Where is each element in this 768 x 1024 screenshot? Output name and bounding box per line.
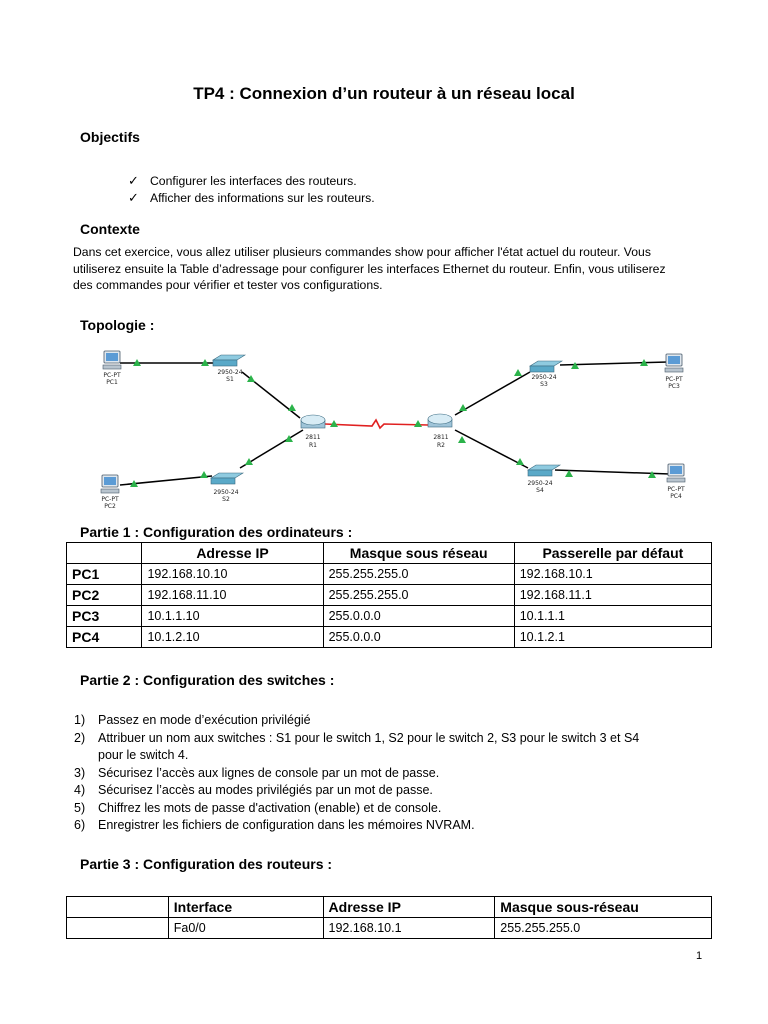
ip-cell: 10.1.1.10 xyxy=(142,606,323,627)
gateway-cell: 10.1.1.1 xyxy=(514,606,711,627)
device-name-label: PC4 xyxy=(670,493,682,500)
step-number: 3) xyxy=(74,765,86,780)
step-number: 5) xyxy=(74,800,86,815)
step-text: Enregistrer les fichiers de configuration dans les mémoires NVRAM. xyxy=(98,818,475,832)
device-type-label: PC-PT xyxy=(665,376,683,383)
table-header-row xyxy=(67,897,712,918)
objectives-list xyxy=(128,172,375,206)
list-item xyxy=(128,189,375,206)
device-model-label: 2811 xyxy=(433,434,449,441)
computer-screen xyxy=(668,356,680,364)
switch-icon xyxy=(213,355,245,360)
computer-base xyxy=(665,368,683,372)
router-config-table xyxy=(66,896,712,939)
device-name-label: S3 xyxy=(540,381,548,388)
computer-base xyxy=(667,478,685,482)
context-line: Dans cet exercice, vous allez utiliser plusieurs commandes show pour afficher l'état actuel du routeur. Vous xyxy=(73,245,651,259)
switch-steps-list xyxy=(74,712,724,835)
port-up-icon xyxy=(514,369,522,376)
mask-cell: 255.255.255.0 xyxy=(495,918,712,939)
device-name-label: R2 xyxy=(437,442,445,449)
page-title: TP4 : Connexion d’un routeur à un réseau local xyxy=(193,84,575,103)
switch-front xyxy=(530,366,554,372)
device-model-label: 2950-24 xyxy=(217,369,243,376)
checkmark-icon: ✓ xyxy=(128,172,139,188)
port-up-icon xyxy=(458,436,466,443)
step-text: Sécurisez l’accès aux lignes de console par un mot de passe. xyxy=(98,765,440,780)
link-r2-s4 xyxy=(455,430,528,468)
column-header: Adresse IP xyxy=(142,543,323,564)
switch-front xyxy=(211,478,235,484)
ip-cell: 192.168.10.10 xyxy=(142,564,323,585)
column-header: Masque sous réseau xyxy=(323,543,514,564)
ip-cell: 192.168.11.10 xyxy=(142,585,323,606)
gateway-cell: 192.168.10.1 xyxy=(514,564,711,585)
step-text: Chiffrez les mots de passe d'activation (enable) et de console. xyxy=(98,800,442,815)
column-header xyxy=(67,897,169,918)
step-number: 6) xyxy=(74,818,86,832)
list-item xyxy=(128,172,375,189)
context-line: utiliserez ensuite la Table d’adressage pour configurer les interfaces Ethernet du routeur. Enfin, vous utiliserez xyxy=(73,261,666,276)
device-model-label: 2950-24 xyxy=(213,489,239,496)
table-row xyxy=(67,564,712,585)
device-model-label: 2950-24 xyxy=(527,480,553,487)
port-up-icon xyxy=(200,471,208,478)
interface-cell: Fa0/0 xyxy=(168,918,323,939)
page-number: 1 xyxy=(696,950,703,962)
port-status-indicators xyxy=(130,359,656,487)
port-up-icon xyxy=(648,471,656,478)
ip-cell: 192.168.10.1 xyxy=(323,918,495,939)
switch-front xyxy=(213,360,237,366)
step-text: Sécurisez l’accès au modes privilégiés par un mot de passe. xyxy=(98,783,433,797)
s1-node xyxy=(213,355,245,383)
device-name-label: S2 xyxy=(222,496,230,503)
context-paragraph xyxy=(73,244,713,294)
column-header: Masque sous-réseau xyxy=(495,897,712,918)
column-header: Adresse IP xyxy=(323,897,495,918)
mask-cell: 255.0.0.0 xyxy=(323,606,514,627)
device-name-label: R1 xyxy=(309,442,317,449)
list-item xyxy=(74,712,724,730)
r1-node xyxy=(301,415,325,449)
device-name-label: PC1 xyxy=(106,379,118,386)
switch-front xyxy=(528,470,552,476)
gateway-cell: 192.168.11.1 xyxy=(514,585,711,606)
device-model-label: 2811 xyxy=(305,434,321,441)
link-r2-s3 xyxy=(455,372,530,415)
objective-text: Configurer les interfaces des routeurs. xyxy=(150,173,357,188)
port-up-icon xyxy=(288,404,296,411)
row-header: PC2 xyxy=(67,585,142,606)
table-header-row xyxy=(67,543,712,564)
pc2-node xyxy=(101,475,119,510)
device-name-label: PC3 xyxy=(668,383,680,390)
pc1-node xyxy=(103,351,121,386)
mask-cell: 255.0.0.0 xyxy=(323,627,514,648)
list-item xyxy=(74,800,724,818)
switch-icon xyxy=(528,465,560,470)
table-row xyxy=(67,918,712,939)
list-item xyxy=(74,817,724,835)
context-line: des commandes pour vérifier et tester vos configurations. xyxy=(73,278,383,292)
device-name-label: S1 xyxy=(226,376,234,383)
list-item xyxy=(74,730,724,765)
row-header: PC1 xyxy=(67,564,142,585)
device-cell xyxy=(67,918,169,939)
step-text-continued: pour le switch 4. xyxy=(98,748,189,762)
table-row xyxy=(67,606,712,627)
port-up-icon xyxy=(516,458,524,465)
device-name-label: S4 xyxy=(536,487,544,494)
computer-screen xyxy=(106,353,118,361)
switch-icon xyxy=(530,361,562,366)
row-header: PC4 xyxy=(67,627,142,648)
computer-base xyxy=(101,489,119,493)
topology-heading: Topologie : xyxy=(80,317,155,333)
router-icon xyxy=(428,414,452,424)
part3-heading: Partie 3 : Configuration des routeurs : xyxy=(80,856,333,872)
computer-screen xyxy=(104,477,116,485)
switch-icon xyxy=(211,473,243,478)
objectives-heading: Objectifs xyxy=(80,129,140,145)
mask-cell: 255.255.255.0 xyxy=(323,585,514,606)
column-header: Interface xyxy=(168,897,323,918)
column-header xyxy=(67,543,142,564)
device-type-label: PC-PT xyxy=(103,372,121,379)
device-name-label: PC2 xyxy=(104,503,116,510)
device-type-label: PC-PT xyxy=(667,486,685,493)
port-up-icon xyxy=(459,404,467,411)
router-icon xyxy=(301,415,325,425)
step-number: 1) xyxy=(74,713,86,727)
computer-screen xyxy=(670,466,682,474)
topology-diagram xyxy=(0,340,768,510)
step-text: Passez en mode d’exécution privilégié xyxy=(98,713,311,727)
step-number: 4) xyxy=(74,783,86,797)
checkmark-icon: ✓ xyxy=(128,189,139,205)
pc4-node xyxy=(667,464,685,500)
list-item xyxy=(74,765,724,783)
part1-heading: Partie 1 : Configuration des ordinateurs : xyxy=(80,524,353,540)
device-type-label: PC-PT xyxy=(101,496,119,503)
step-text: Attribuer un nom aux switches : S1 pour le switch 1, S2 pour le switch 2, S3 pour le switch 3 et S4 xyxy=(98,730,640,745)
context-heading: Contexte xyxy=(80,221,140,237)
step-number: 2) xyxy=(74,730,86,745)
computer-base xyxy=(103,365,121,369)
r2-node xyxy=(428,414,452,449)
pc-config-table xyxy=(66,542,712,648)
port-up-icon xyxy=(414,420,422,427)
ip-cell: 10.1.2.10 xyxy=(142,627,323,648)
s2-node xyxy=(211,473,243,503)
s3-node xyxy=(530,361,562,388)
mask-cell: 255.255.255.0 xyxy=(323,564,514,585)
port-up-icon xyxy=(571,362,579,369)
table-row xyxy=(67,585,712,606)
column-header: Passerelle par défaut xyxy=(514,543,711,564)
part2-heading: Partie 2 : Configuration des switches : xyxy=(80,672,335,688)
device-model-label: 2950-24 xyxy=(531,374,557,381)
serial-link-r1-r2 xyxy=(325,420,428,428)
pc3-node xyxy=(665,354,683,390)
objective-text: Afficher des informations sur les routeurs. xyxy=(150,190,375,205)
table-row xyxy=(67,627,712,648)
list-item xyxy=(74,782,724,800)
gateway-cell: 10.1.2.1 xyxy=(514,627,711,648)
row-header: PC3 xyxy=(67,606,142,627)
